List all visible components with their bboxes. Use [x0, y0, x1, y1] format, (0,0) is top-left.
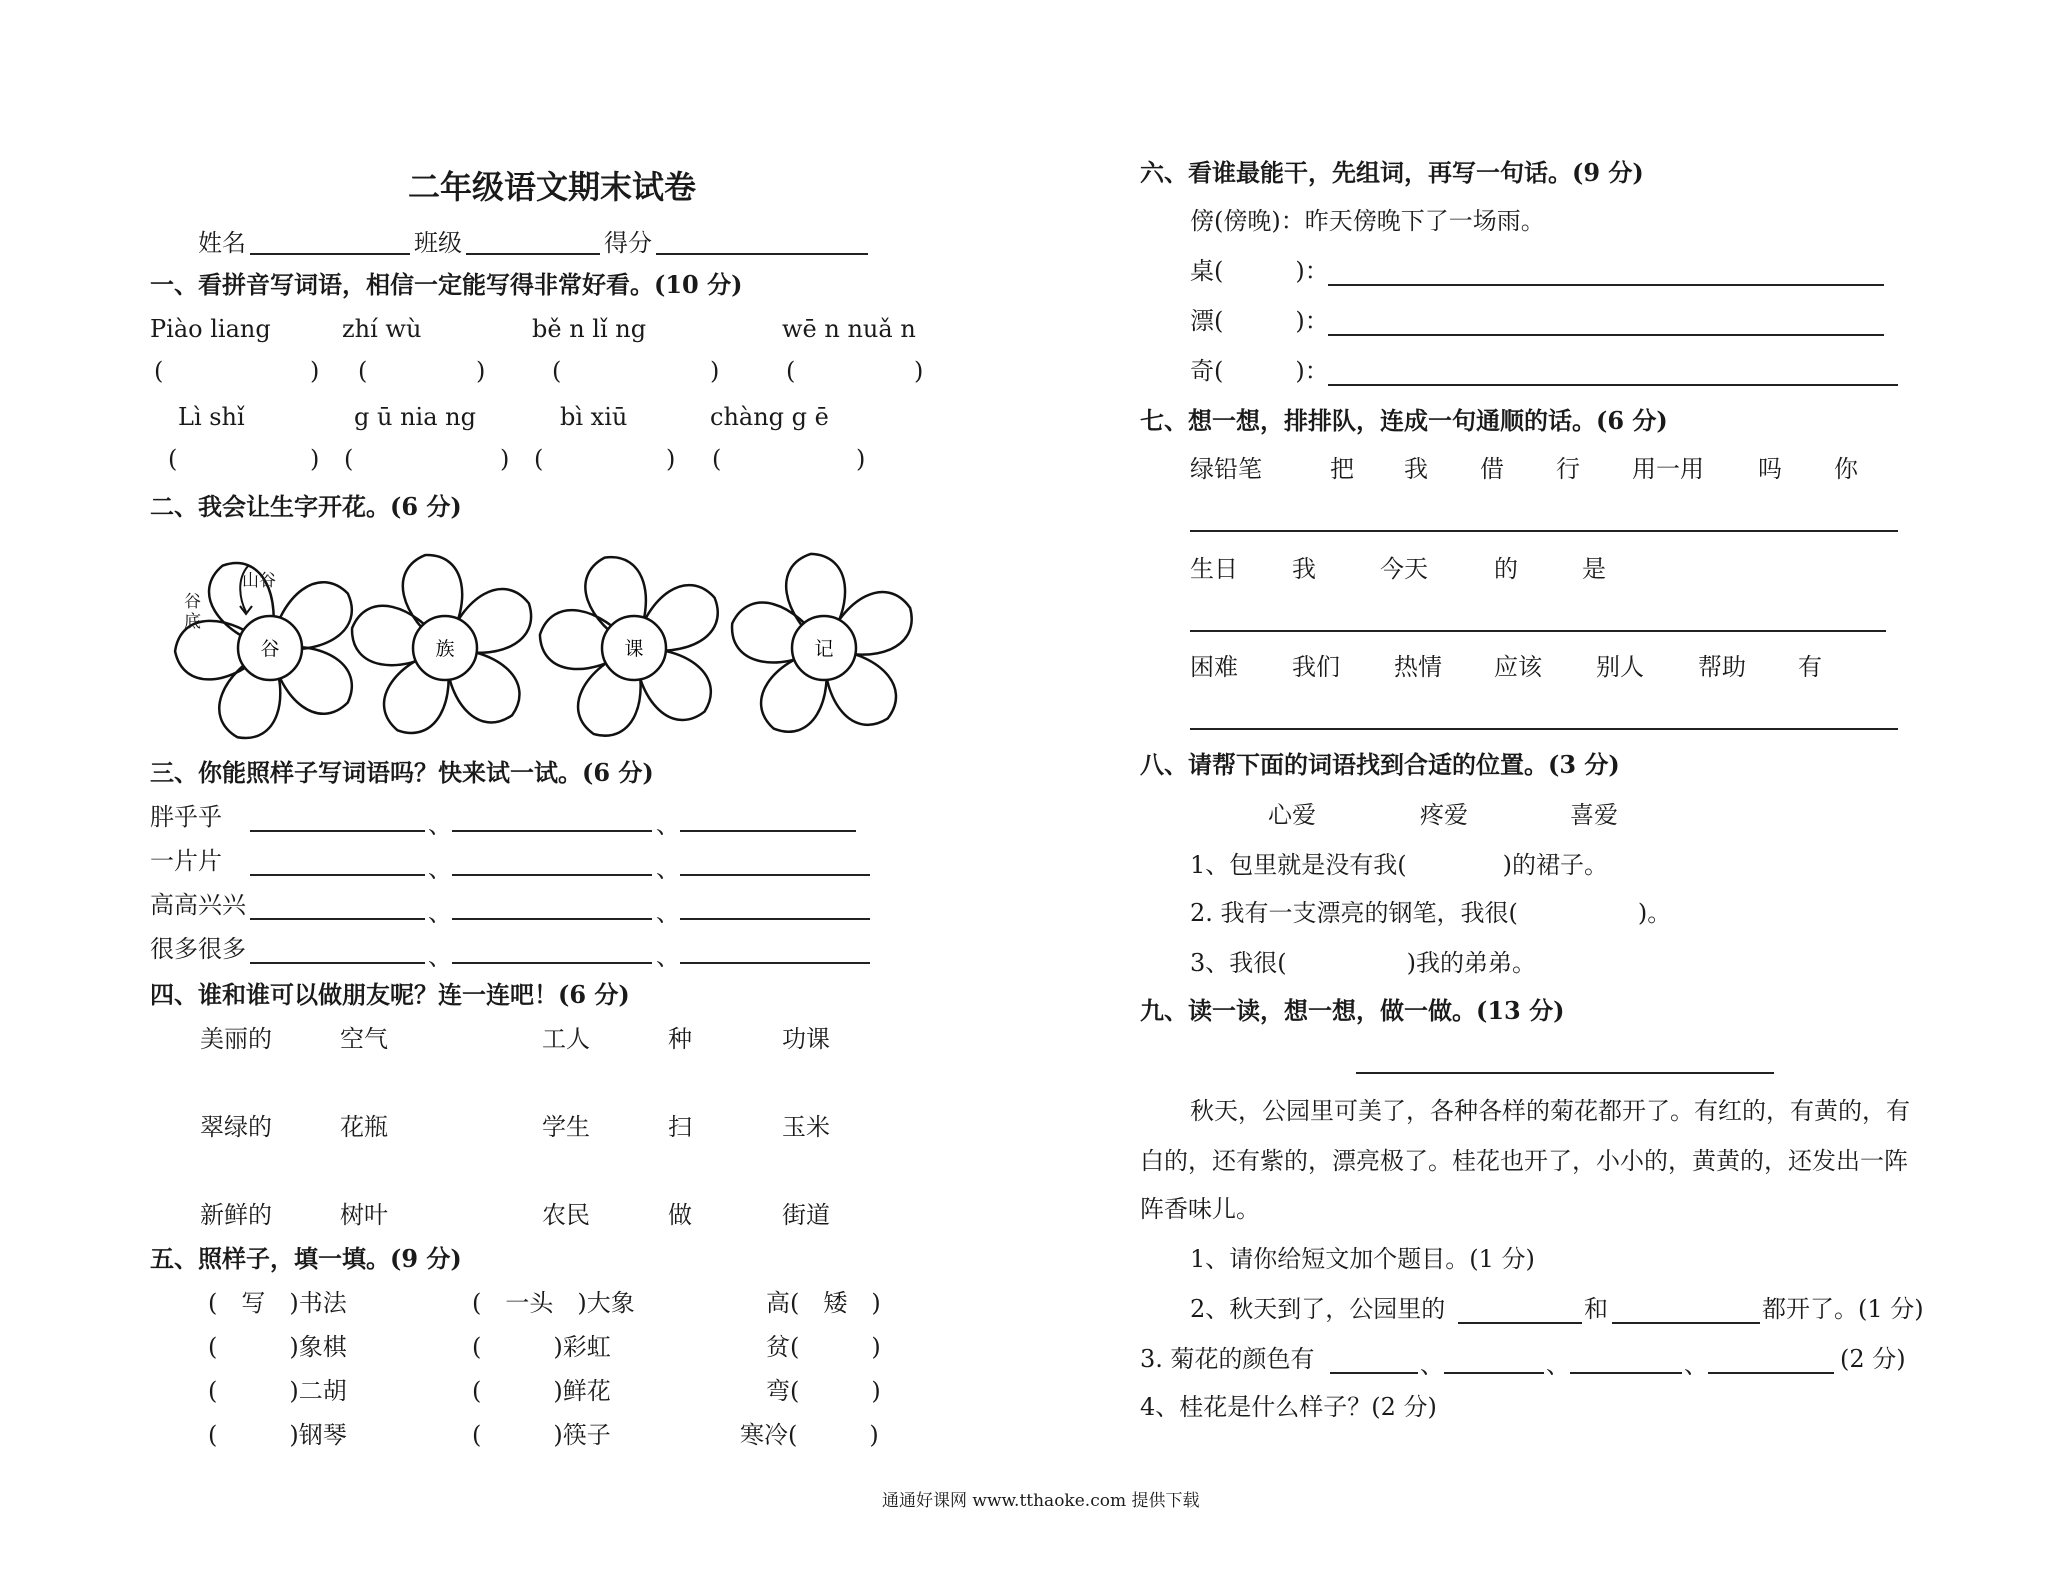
separator: 、: [428, 943, 452, 971]
paren: (: [712, 445, 722, 473]
paren: ): [310, 445, 320, 473]
example-sentence: 傍(傍晚)：昨天傍晚下了一场雨。: [1190, 207, 1545, 235]
answer-blank[interactable]: [452, 918, 652, 920]
passage-line: 秋天，公园里可美了，各种各样的菊花都开了。有红的，有黄的，有: [1190, 1097, 1910, 1125]
answer-blank[interactable]: [250, 874, 425, 876]
order-word: 我: [1292, 555, 1316, 583]
fill-item[interactable]: ( )象棋: [208, 1333, 347, 1361]
order-word: 你: [1834, 455, 1858, 483]
flower-center-1: 谷: [260, 638, 280, 660]
fill-item[interactable]: ( )筷子: [472, 1421, 611, 1449]
order-word: 帮助: [1698, 653, 1746, 681]
separator: 、: [656, 943, 680, 971]
paren: ): [914, 357, 924, 385]
answer-blank[interactable]: [250, 918, 425, 920]
match-word[interactable]: 新鲜的: [200, 1201, 272, 1229]
example-word: 一片片: [150, 847, 222, 875]
fill-item[interactable]: 寒冷( ): [740, 1421, 879, 1449]
separator: 、: [1420, 1351, 1444, 1379]
order-word: 别人: [1596, 653, 1644, 681]
answer-blank[interactable]: [452, 874, 652, 876]
order-word: 我: [1404, 455, 1428, 483]
question-2: 2、秋天到了，公园里的: [1190, 1295, 1446, 1323]
order-word: 我们: [1292, 653, 1340, 681]
answer-blank[interactable]: [1708, 1372, 1834, 1374]
passage-line: 白的，还有紫的，漂亮极了。桂花也开了，小小的，黄黄的，还发出一阵: [1140, 1147, 1908, 1175]
section-3-heading: 三、你能照样子写词语吗？快来试一试。(6 分): [150, 758, 654, 787]
paren: ): [476, 357, 486, 385]
paren: ): [310, 357, 320, 385]
match-word[interactable]: 翠绿的: [200, 1113, 272, 1141]
page-title: 二年级语文期末试卷: [408, 168, 697, 206]
flower-center-3: 课: [624, 638, 644, 660]
match-word[interactable]: 花瓶: [340, 1113, 388, 1141]
pinyin: Piào liang: [150, 315, 271, 343]
order-word: 的: [1494, 555, 1518, 583]
name-label: 姓名: [198, 229, 246, 257]
pinyin: Lì shǐ: [178, 403, 245, 431]
word-prompt: 漂( )：: [1190, 307, 1329, 335]
paren: (: [786, 357, 796, 385]
section-7-heading: 七、想一想，排排队，连成一句通顺的话。(6 分): [1140, 406, 1668, 435]
word-prompt: 桌( )：: [1190, 257, 1329, 285]
pinyin: g ū nia ng: [354, 403, 476, 431]
passage-line: 阵香味儿。: [1140, 1195, 1260, 1223]
answer-blank[interactable]: [1570, 1372, 1682, 1374]
sentence-blank[interactable]: [1190, 630, 1886, 632]
answer-blank[interactable]: [250, 962, 425, 964]
choice-word: 疼爱: [1420, 801, 1468, 829]
section-6-heading: 六、看谁最能干，先组词，再写一句话。(9 分): [1140, 158, 1644, 187]
answer-blank[interactable]: [1458, 1322, 1582, 1324]
match-word[interactable]: 树叶: [340, 1201, 388, 1229]
name-blank[interactable]: [250, 253, 410, 255]
order-word: 用一用: [1632, 455, 1704, 483]
flower-diagram: [170, 540, 950, 750]
answer-blank[interactable]: [680, 874, 870, 876]
order-word: 生日: [1190, 555, 1238, 583]
title-blank[interactable]: [1356, 1072, 1774, 1074]
fill-item[interactable]: 弯( ): [766, 1377, 881, 1405]
question-4: 4、桂花是什么样子？(2 分): [1140, 1393, 1437, 1421]
paren: (: [154, 357, 164, 385]
sentence-blank[interactable]: [1190, 728, 1898, 730]
class-blank[interactable]: [466, 253, 600, 255]
separator: 、: [1684, 1351, 1708, 1379]
question-3: 3. 菊花的颜色有: [1140, 1345, 1315, 1373]
flower-center-4: 记: [814, 638, 834, 660]
fill-sentence[interactable]: 3、我很( )我的弟弟。: [1190, 949, 1536, 977]
flower-center-2: 族: [435, 638, 455, 660]
separator: 、: [656, 811, 680, 839]
paren: ): [500, 445, 510, 473]
order-word: 热情: [1394, 653, 1442, 681]
paren: (: [168, 445, 178, 473]
order-word: 是: [1582, 555, 1606, 583]
paren: (: [358, 357, 368, 385]
example-word-top: 山谷: [242, 571, 276, 591]
order-word: 绿铅笔: [1190, 455, 1262, 483]
fill-sentence[interactable]: 1、包里就是没有我( )的裙子。: [1190, 851, 1608, 879]
fill-item[interactable]: ( )鲜花: [472, 1377, 611, 1405]
fill-item[interactable]: 贫( ): [766, 1333, 881, 1361]
answer-blank[interactable]: [452, 830, 652, 832]
match-word[interactable]: 种: [668, 1025, 692, 1053]
answer-blank[interactable]: [1612, 1322, 1760, 1324]
order-word: 应该: [1494, 653, 1542, 681]
question-3-points: (2 分): [1840, 1345, 1906, 1373]
order-word: 行: [1556, 455, 1580, 483]
section-9-heading: 九、读一读，想一想，做一做。(13 分): [1140, 996, 1565, 1025]
fill-item[interactable]: ( )钢琴: [208, 1421, 347, 1449]
sentence-blank[interactable]: [1328, 384, 1898, 386]
paren: (: [534, 445, 544, 473]
match-word[interactable]: 工人: [542, 1025, 590, 1053]
section-2-heading: 二、我会让生字开花。(6 分): [150, 492, 462, 521]
answer-blank[interactable]: [680, 962, 870, 964]
fill-item[interactable]: ( 一头 )大象: [472, 1289, 635, 1317]
fill-item[interactable]: ( )二胡: [208, 1377, 347, 1405]
question-1: 1、请你给短文加个题目。(1 分): [1190, 1245, 1535, 1273]
match-word[interactable]: 做: [668, 1201, 692, 1229]
answer-blank[interactable]: [680, 830, 856, 832]
fill-item[interactable]: 高( 矮 ): [766, 1289, 881, 1317]
match-word[interactable]: 玉米: [782, 1113, 830, 1141]
example-word-side: 谷底: [184, 592, 201, 632]
score-blank[interactable]: [656, 253, 868, 255]
pinyin: bì xiū: [560, 403, 628, 431]
separator: 、: [1546, 1351, 1570, 1379]
order-word: 有: [1798, 653, 1822, 681]
word-prompt: 奇( )：: [1190, 357, 1329, 385]
choice-word: 喜爱: [1570, 801, 1618, 829]
separator: 、: [428, 899, 452, 927]
footer-source: 通通好课网 www.tthaoke.com 提供下载: [882, 1491, 1200, 1511]
match-word[interactable]: 街道: [782, 1201, 830, 1229]
section-4-heading: 四、谁和谁可以做朋友呢？连一连吧！(6 分): [150, 980, 630, 1009]
answer-blank[interactable]: [250, 830, 425, 832]
score-label: 得分: [604, 229, 652, 257]
fill-item[interactable]: ( 写 )书法: [208, 1289, 347, 1317]
pinyin: chàng g ē: [710, 403, 829, 431]
section-8-heading: 八、请帮下面的词语找到合适的位置。(3 分): [1140, 750, 1620, 779]
order-word: 借: [1480, 455, 1504, 483]
paren: ): [856, 445, 866, 473]
match-word[interactable]: 美丽的: [200, 1025, 272, 1053]
example-word: 胖乎乎: [150, 803, 222, 831]
answer-blank[interactable]: [452, 962, 652, 964]
choice-word: 心爱: [1268, 801, 1316, 829]
match-word[interactable]: 功课: [782, 1025, 830, 1053]
separator: 、: [428, 811, 452, 839]
separator: 、: [656, 899, 680, 927]
order-word: 把: [1330, 455, 1354, 483]
section-1-heading: 一、看拼音写词语，相信一定能写得非常好看。(10 分): [150, 270, 743, 299]
match-word[interactable]: 空气: [340, 1025, 388, 1053]
pinyin: zhí wù: [342, 315, 422, 343]
separator: 、: [428, 855, 452, 883]
pinyin: bě n lǐ ng: [532, 315, 647, 343]
order-word: 困难: [1190, 653, 1238, 681]
order-word: 吗: [1758, 455, 1782, 483]
section-5-heading: 五、照样子，填一填。(9 分): [150, 1244, 462, 1273]
order-word: 今天: [1380, 555, 1428, 583]
sentence-blank[interactable]: [1328, 334, 1884, 336]
question-2-end: 都开了。(1 分): [1762, 1295, 1924, 1323]
example-word: 高高兴兴: [150, 891, 246, 919]
fill-sentence[interactable]: 2. 我有一支漂亮的钢笔，我很( )。: [1190, 899, 1672, 927]
example-word: 很多很多: [150, 935, 246, 963]
paren: (: [552, 357, 562, 385]
match-word[interactable]: 学生: [542, 1113, 590, 1141]
fill-item[interactable]: ( )彩虹: [472, 1333, 611, 1361]
paren: ): [666, 445, 676, 473]
match-word[interactable]: 农民: [542, 1201, 590, 1229]
answer-blank[interactable]: [680, 918, 870, 920]
paren: ): [710, 357, 720, 385]
paren: (: [344, 445, 354, 473]
sentence-blank[interactable]: [1190, 530, 1898, 532]
match-word[interactable]: 扫: [668, 1113, 692, 1141]
class-label: 班级: [414, 229, 462, 257]
pinyin: wē n nuǎ n: [782, 315, 916, 343]
question-2-and: 和: [1584, 1295, 1608, 1323]
separator: 、: [656, 855, 680, 883]
sentence-blank[interactable]: [1328, 284, 1884, 286]
answer-blank[interactable]: [1444, 1372, 1544, 1374]
answer-blank[interactable]: [1330, 1372, 1418, 1374]
